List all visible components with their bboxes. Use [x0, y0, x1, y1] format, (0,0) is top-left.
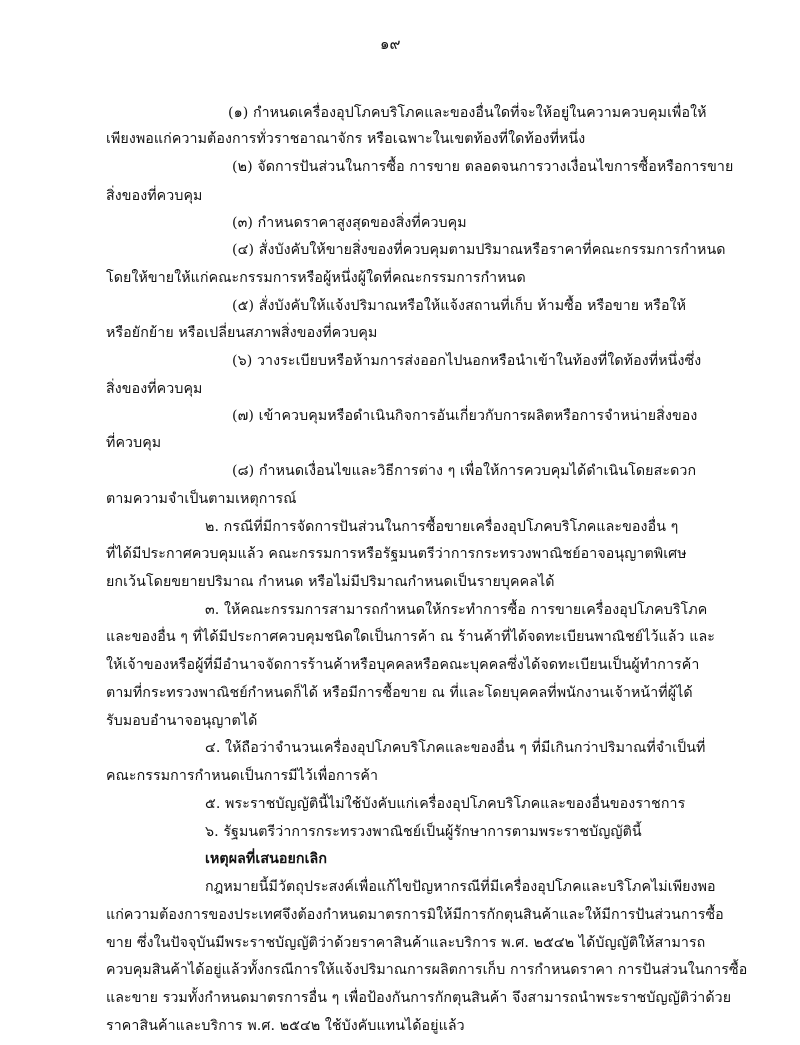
paragraph-line: ๓. ให้คณะกรรมการสามารถกำหนดให้กระทำการซื้อ การขายเครื่องอุปโภคบริโภค: [205, 602, 708, 618]
paragraph-line: เพียงพอแก่ความต้องการทั่วราชอาณาจักร หรือเฉพาะในเขตท้องที่ใดท้องที่หนึ่ง: [106, 131, 586, 147]
paragraph-line: ราคาสินค้าและบริการ พ.ศ. ๒๕๔๒ ใช้บังคับแทนได้อยู่แล้ว: [106, 1018, 465, 1034]
paragraph-line: (๖) วางระเบียบหรือห้ามการส่งออกไปนอกหรือนำเข้าในท้องที่ใดท้องที่หนึ่งซึ่ง: [232, 353, 702, 369]
paragraph-line: ๔. ให้ถือว่าจำนวนเครื่องอุปโภคบริโภคและของอื่น ๆ ที่มีเกินกว่าปริมาณที่จำเป็นที่: [205, 740, 706, 756]
paragraph-line: (๒) จัดการปันส่วนในการซื้อ การขาย ตลอดจนการวางเงื่อนไขการซื้อหรือการขาย: [232, 159, 734, 175]
paragraph-line: (๔) สั่งบังคับให้ขายสิ่งของที่ควบคุมตามปริมาณหรือราคาที่คณะกรรมการกำหนด: [232, 242, 726, 258]
paragraph-line: (๑) กำหนดเครื่องอุปโภคบริโภคและของอื่นใดที่จะให้อยู่ในความควบคุมเพื่อให้: [228, 105, 707, 121]
paragraph-line: หรือยักย้าย หรือเปลี่ยนสภาพสิ่งของที่ควบคุม: [106, 325, 378, 341]
paragraph-line: ให้เจ้าของหรือผู้ที่มีอำนาจจัดการร้านค้าหรือบุคคลหรือคณะบุคคลซึ่งได้จดทะเบียนเป็นผู้ทำการค้า: [106, 657, 700, 673]
paragraph-line: คณะกรรมการกำหนดเป็นการมีไว้เพื่อการค้า: [106, 768, 379, 784]
paragraph-line: (๗) เข้าควบคุมหรือดำเนินกิจการอันเกี่ยวกับการผลิตหรือการจำหน่ายสิ่งของ: [232, 408, 698, 424]
paragraph-line: รับมอบอำนาจอนุญาตได้: [106, 713, 258, 729]
paragraph-line: ที่ได้มีประกาศควบคุมแล้ว คณะกรรมการหรือรัฐมนตรีว่าการกระทรวงพาณิชย์อาจอนุญาตพิเศษ: [106, 546, 687, 562]
paragraph-line: (๕) สั่งบังคับให้แจ้งปริมาณหรือให้แจ้งสถานที่เก็บ ห้ามซื้อ หรือขาย หรือให้: [232, 298, 687, 314]
paragraph-line: ๕. พระราชบัญญัตินี้ไม่ใช้บังคับแก่เครื่องอุปโภคบริโภคและของอื่นของราชการ: [205, 796, 686, 812]
paragraph-line: สิ่งของที่ควบคุม: [106, 381, 203, 397]
section-heading: เหตุผลที่เสนอยกเลิก: [205, 851, 328, 867]
paragraph-line: ที่ควบคุม: [106, 435, 162, 451]
paragraph-line: ยกเว้นโดยขยายปริมาณ กำหนด หรือไม่มีปริมาณกำหนดเป็นรายบุคคลได้: [106, 574, 555, 590]
paragraph-line: โดยให้ขายให้แก่คณะกรรมการหรือผู้หนึ่งผู้ใดที่คณะกรรมการกำหนด: [106, 270, 526, 286]
paragraph-line: สิ่งของที่ควบคุม: [106, 188, 203, 204]
paragraph-line: กฎหมายนี้มีวัตถุประสงค์เพื่อแก้ไขปัญหากรณีที่มีเครื่องอุปโภคและบริโภคไม่เพียงพอ: [205, 879, 716, 895]
paragraph-line: (๓) กำหนดราคาสูงสุดของสิ่งที่ควบคุม: [232, 215, 467, 231]
paragraph-line: ตามความจำเป็นตามเหตุการณ์: [106, 491, 297, 507]
paragraph-line: ตามที่กระทรวงพาณิชย์กำหนดก็ได้ หรือมีการซื้อขาย ณ ที่และโดยบุคคลที่พนักงานเจ้าหน้าที่ผู้ได้: [106, 685, 693, 701]
paragraph-line: ๒. กรณีที่มีการจัดการปันส่วนในการซื้อขายเครื่องอุปโภคบริโภคและของอื่น ๆ: [205, 519, 679, 535]
page-number: ๑๙: [380, 35, 401, 53]
paragraph-line: ๖. รัฐมนตรีว่าการกระทรวงพาณิชย์เป็นผู้รักษาการตามพระราชบัญญัตินี้: [205, 824, 642, 840]
paragraph-line: ขาย ซึ่งในปัจจุบันมีพระราชบัญญัติว่าด้วยราคาสินค้าและบริการ พ.ศ. ๒๕๔๒ ได้บัญญัติให้สามารถ: [106, 935, 706, 951]
paragraph-line: และขาย รวมทั้งกำหนดมาตรการอื่น ๆ เพื่อป้องกันการกักตุนสินค้า จึงสามารถนำพระราชบัญญัติว่าด้วย: [106, 990, 732, 1006]
paragraph-line: และของอื่น ๆ ที่ได้มีประกาศควบคุมชนิดใดเป็นการค้า ณ ร้านค้าที่ได้จดทะเบียนพาณิชย์ไว้แล้ว และ: [106, 629, 715, 645]
paragraph-line: แก่ความต้องการของประเทศจึงต้องกำหนดมาตรการมิให้มีการกักตุนสินค้าและให้มีการปันส่วนการซื้อ: [106, 907, 724, 923]
paragraph-line: (๘) กำหนดเงื่อนไขและวิธีการต่าง ๆ เพื่อให้การควบคุมได้ดำเนินโดยสะดวก: [232, 463, 697, 479]
paragraph-line: ควบคุมสินค้าได้อยู่แล้วทั้งกรณีการให้แจ้งปริมาณการผลิตการเก็บ การกำหนดราคา การปันส่วนในการซื้อ: [106, 962, 748, 978]
